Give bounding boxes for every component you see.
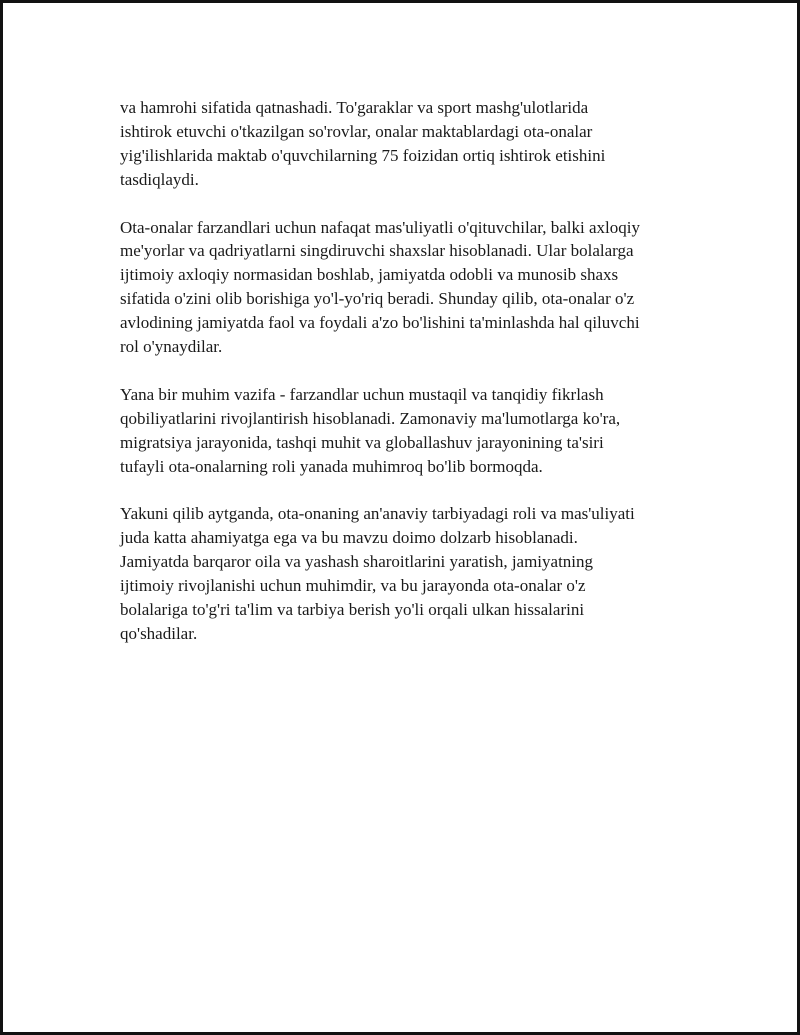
text-line: Yakuni qilib aytganda, ota-onaning an'anaviy tarbiyadagi roli va mas'uliyati <box>120 504 635 524</box>
paragraph-2 <box>120 216 698 359</box>
text-line: juda katta ahamiyatga ega va bu mavzu doimo dolzarb hisoblanadi. <box>120 528 578 548</box>
text-line: bolalariga to'g'ri ta'lim va tarbiya berish yo'li orqali ulkan hissalarini <box>120 599 585 619</box>
text-line: ishtirok etuvchi o'tkazilgan so'rovlar, onalar maktablardagi ota-onalar <box>120 121 593 141</box>
text-line: avlodining jamiyatda faol va foydali a'zo bo'lishini ta'minlashda hal qiluvchi <box>120 313 640 333</box>
paragraph-1 <box>120 96 698 192</box>
text-line: tasdiqlaydi. <box>120 169 199 189</box>
text-line: Yana bir muhim vazifa - farzandlar uchun mustaqil va tanqidiy fikrlash <box>120 384 604 404</box>
text-line: migratsiya jarayonida, tashqi muhit va globallashuv jarayonining ta'siri <box>120 432 604 452</box>
text-line: qo'shadilar. <box>120 623 198 643</box>
text-line: rol o'ynaydilar. <box>120 337 223 357</box>
text-line: ijtimoiy axloqiy normasidan boshlab, jamiyatda odobli va munosib shaxs <box>120 265 619 285</box>
paragraph-4 <box>120 502 698 645</box>
text-line: ijtimoiy rivojlanishi uchun muhimdir, va bu jarayonda ota-onalar o'z <box>120 576 586 596</box>
paragraph-3 <box>120 383 698 479</box>
text-line: qobiliyatlarini rivojlantirish hisoblanadi. Zamonaviy ma'lumotlarga ko'ra, <box>120 408 621 428</box>
text-line: sifatida o'zini olib borishiga yo'l-yo'riq beradi. Shunday qilib, ota-onalar o'z <box>120 289 635 309</box>
text-line: Jamiyatda barqaror oila va yashash sharoitlarini yaratish, jamiyatning <box>120 552 594 572</box>
text-line: me'yorlar va qadriyatlarni singdiruvchi shaxslar hisoblanadi. Ular bolalarga <box>120 241 634 261</box>
text-line: tufayli ota-onalarning roli yanada muhimroq bo'lib bormoqda. <box>120 456 543 476</box>
document-body <box>120 96 698 670</box>
text-line: yig'ilishlarida maktab o'quvchilarning 75 foizidan ortiq ishtirok etishini <box>120 145 606 165</box>
text-line: Ota-onalar farzandlari uchun nafaqat mas'uliyatli o'qituvchilar, balki axloqiy <box>120 217 640 237</box>
text-line: va hamrohi sifatida qatnashadi. To'garaklar va sport mashg'ulotlarida <box>120 98 589 117</box>
